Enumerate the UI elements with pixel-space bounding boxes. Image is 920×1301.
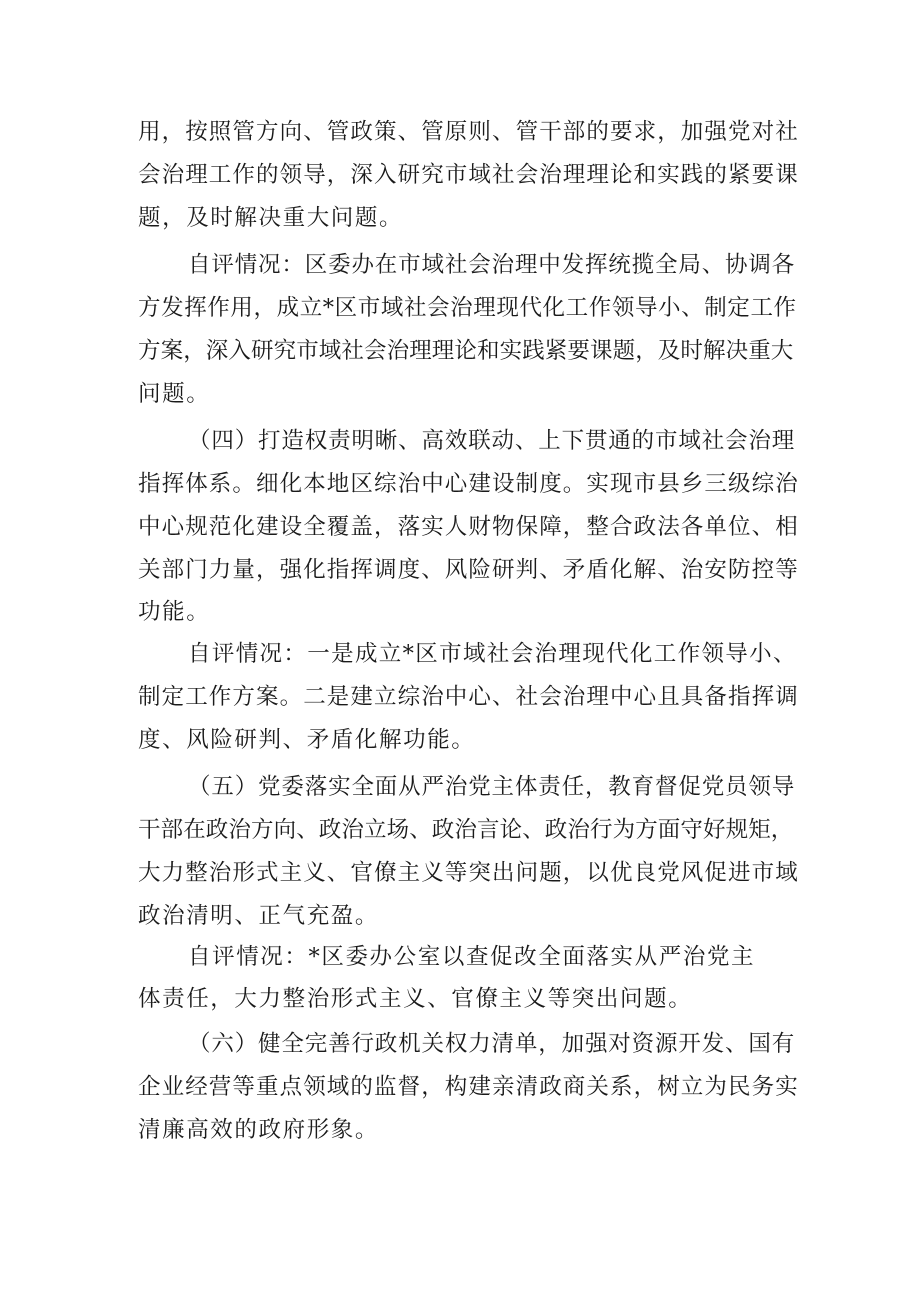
text-line: 指挥体系。细化本地区综治中心建设制度。实现市县乡三级综治 xyxy=(138,471,799,497)
text-line: 制定工作方案。二是建立综治中心、社会治理中心且具备指挥调 xyxy=(138,684,799,710)
text-line: 功能。 xyxy=(138,599,211,625)
text-line: 体责任，大力整治形式主义、官僚主义等突出问题。 xyxy=(138,986,693,1012)
text-line: 方发挥作用，成立*区市域社会治理现代化工作领导小、制定工作 xyxy=(138,295,797,321)
text-line: 用，按照管方向、管政策、管原则、管干部的要求，加强党对社 xyxy=(138,119,799,145)
text-line: 方案，深入研究市域社会治理理论和实践紧要课题，及时解决重大 xyxy=(138,338,794,364)
text-line: 中心规范化建设全覆盖，落实人财物保障，整合政法各单位、相 xyxy=(138,514,799,540)
text-line: 题，及时解决重大问题。 xyxy=(138,205,404,231)
text-line: 会治理工作的领导，深入研究市域社会治理理论和实践的紧要课 xyxy=(138,162,799,188)
text-line: 干部在政治方向、政治立场、政治言论、政治行为方面守好规矩， xyxy=(138,817,794,843)
text-line: （四）打造权责明晰、高效联动、上下贯通的市域社会治理 xyxy=(188,428,796,454)
text-line: 自评情况：一是成立*区市域社会治理现代化工作领导小、 xyxy=(188,641,797,667)
text-line: 自评情况：*区委办公室以查促改全面落实从严治党主 xyxy=(188,944,756,970)
text-line: 清廉高效的政府形象。 xyxy=(138,1117,380,1143)
text-line: 度、风险研判、矛盾化解功能。 xyxy=(138,727,476,753)
text-line: 问题。 xyxy=(138,381,211,407)
text-line: 企业经营等重点领域的监督，构建亲清政商关系，树立为民务实 xyxy=(138,1074,799,1100)
text-line: 关部门力量，强化指挥调度、风险研判、矛盾化解、治安防控等 xyxy=(138,557,799,583)
text-line: （五）党委落实全面从严治党主体责任，教育督促党员领导 xyxy=(188,774,796,800)
text-line: 自评情况：区委办在市域社会治理中发挥统揽全局、协调各 xyxy=(188,252,796,278)
text-line: （六）健全完善行政机关权力清单，加强对资源开发、国有 xyxy=(188,1031,796,1057)
text-line: 政治清明、正气充盈。 xyxy=(138,903,380,929)
text-line: 大力整治形式主义、官僚主义等突出问题，以优良党风促进市域 xyxy=(138,860,799,886)
